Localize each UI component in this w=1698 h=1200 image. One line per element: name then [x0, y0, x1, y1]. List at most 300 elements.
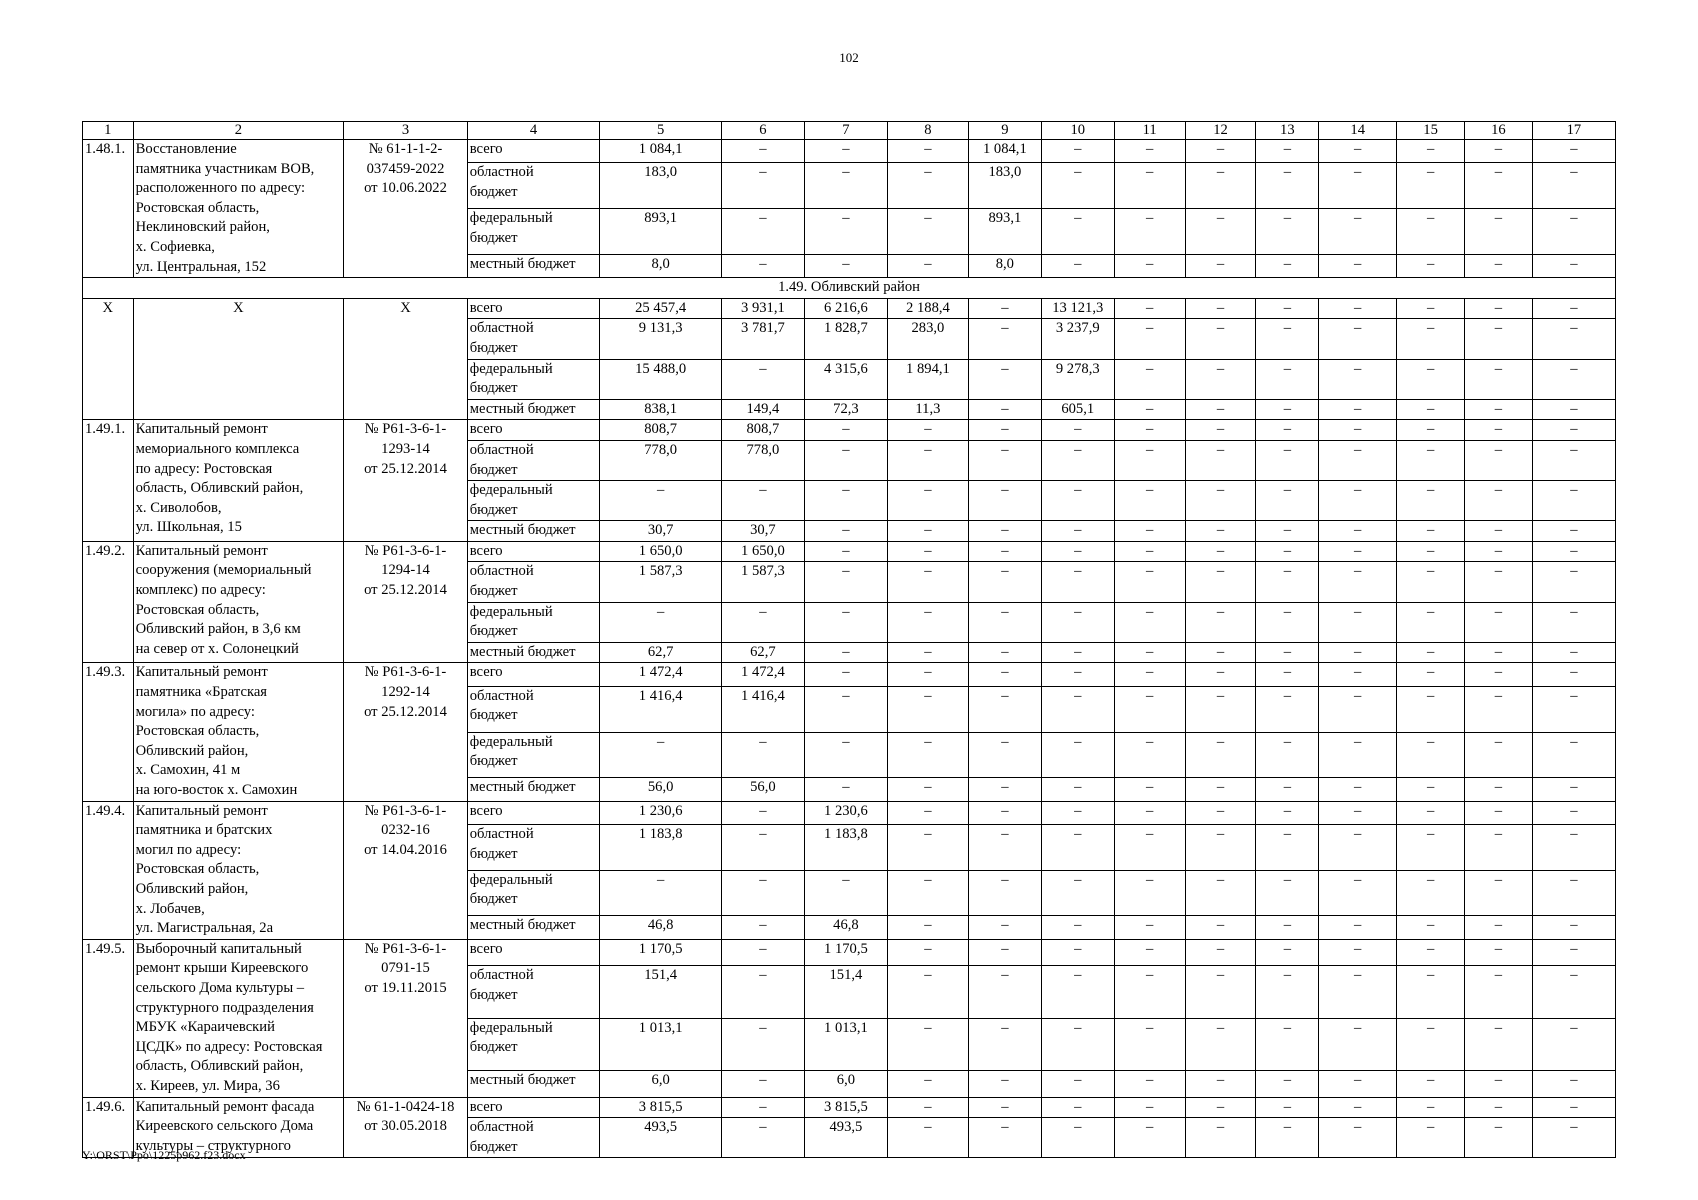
value-cell: – — [1185, 1097, 1256, 1118]
value-cell: – — [1319, 1118, 1397, 1158]
value-cell: – — [1041, 870, 1114, 916]
value-cell: – — [1114, 642, 1185, 663]
value-cell: – — [1185, 440, 1256, 480]
value-cell: – — [721, 1118, 804, 1158]
value-cell: 62,7 — [721, 642, 804, 663]
value-cell: – — [1397, 399, 1465, 420]
value-cell: – — [1319, 298, 1397, 319]
value-cell: – — [1465, 298, 1533, 319]
value-cell: – — [1041, 602, 1114, 642]
value-cell: – — [1319, 870, 1397, 916]
table-row — [83, 298, 1616, 319]
item-number: 1.49.1. — [83, 420, 134, 542]
value-cell: – — [1319, 481, 1397, 521]
value-cell: – — [1532, 209, 1615, 255]
value-cell: – — [887, 420, 968, 441]
value-cell: – — [1114, 686, 1185, 732]
column-header: 10 — [1041, 122, 1114, 140]
object-name: Восстановление памятника участникам ВОВ, расположенного по адресу: Ростовская область, Неклиновский район, х. Софиевка, ул. Центральная, 152 — [133, 140, 344, 278]
value-cell: – — [804, 562, 887, 602]
value-cell: – — [968, 686, 1041, 732]
value-cell: – — [721, 209, 804, 255]
value-cell: 25 457,4 — [600, 298, 722, 319]
object-name: Капитальный ремонт памятника и братских могил по адресу: Ростовская область, Обливский район, х. Лобачев, ул. Магистральная, 2а — [133, 801, 344, 939]
value-cell: 15 488,0 — [600, 359, 722, 399]
value-cell: – — [1465, 642, 1533, 663]
document-number: № Р61-3-6-1- 0232-16 от 14.04.2016 — [344, 801, 468, 939]
item-number: 1.49.5. — [83, 939, 134, 1097]
funding-source: федеральный бюджет — [467, 870, 600, 916]
value-cell: 893,1 — [968, 209, 1041, 255]
value-cell: – — [721, 1070, 804, 1097]
value-cell: – — [1397, 663, 1465, 686]
value-cell: – — [1256, 1097, 1319, 1118]
value-cell: 9 131,3 — [600, 319, 722, 359]
column-header: 8 — [887, 122, 968, 140]
funding-table — [82, 121, 1616, 1158]
value-cell: 6,0 — [600, 1070, 722, 1097]
value-cell: – — [1319, 562, 1397, 602]
value-cell: 1 472,4 — [600, 663, 722, 686]
value-cell: – — [804, 602, 887, 642]
value-cell: – — [968, 420, 1041, 441]
value-cell: 62,7 — [600, 642, 722, 663]
value-cell: – — [968, 870, 1041, 916]
value-cell: – — [887, 778, 968, 801]
value-cell: – — [1465, 541, 1533, 562]
value-cell: – — [721, 732, 804, 778]
funding-source: местный бюджет — [467, 399, 600, 420]
value-cell: – — [1319, 209, 1397, 255]
value-cell: – — [1256, 140, 1319, 163]
value-cell: 1 650,0 — [600, 541, 722, 562]
value-cell: 1 013,1 — [600, 1018, 722, 1070]
value-cell: – — [1041, 916, 1114, 939]
value-cell: – — [1185, 1070, 1256, 1097]
value-cell: – — [1114, 602, 1185, 642]
value-cell: – — [1532, 562, 1615, 602]
value-cell: – — [1114, 440, 1185, 480]
value-cell: – — [1319, 966, 1397, 1018]
value-cell: – — [1465, 1097, 1533, 1118]
object-name: Капитальный ремонт памятника «Братская могила» по адресу: Ростовская область, Обливский район, х. Самохин, 41 м на юго-восток х. Самохин — [133, 663, 344, 801]
value-cell: – — [968, 541, 1041, 562]
value-cell: – — [1041, 1118, 1114, 1158]
value-cell: – — [1532, 642, 1615, 663]
value-cell: – — [1532, 824, 1615, 870]
funding-source: всего — [467, 939, 600, 966]
value-cell: – — [1041, 801, 1114, 824]
value-cell: – — [1256, 440, 1319, 480]
value-cell: – — [1465, 824, 1533, 870]
value-cell: – — [1532, 870, 1615, 916]
value-cell: – — [1114, 663, 1185, 686]
value-cell: – — [1465, 732, 1533, 778]
value-cell: – — [887, 916, 968, 939]
funding-source: местный бюджет — [467, 1070, 600, 1097]
document-number: № Р61-3-6-1- 1293-14 от 25.12.2014 — [344, 420, 468, 542]
document-number: № Р61-3-6-1- 1294-14 от 25.12.2014 — [344, 541, 468, 663]
value-cell: – — [804, 686, 887, 732]
value-cell: – — [1532, 686, 1615, 732]
value-cell: – — [887, 1018, 968, 1070]
value-cell: – — [887, 1097, 968, 1118]
value-cell: – — [1319, 359, 1397, 399]
value-cell: – — [1319, 319, 1397, 359]
item-number: 1.49.3. — [83, 663, 134, 801]
value-cell: – — [1532, 319, 1615, 359]
value-cell: – — [1319, 140, 1397, 163]
column-header: 7 — [804, 122, 887, 140]
value-cell: – — [1319, 521, 1397, 542]
value-cell: – — [1256, 420, 1319, 441]
funding-source: всего — [467, 541, 600, 562]
value-cell: – — [1465, 1118, 1533, 1158]
value-cell: – — [1319, 602, 1397, 642]
value-cell: – — [1041, 562, 1114, 602]
value-cell: – — [1532, 1097, 1615, 1118]
value-cell: – — [968, 399, 1041, 420]
value-cell: – — [1465, 140, 1533, 163]
value-cell: – — [1256, 824, 1319, 870]
value-cell: – — [1532, 916, 1615, 939]
column-header: 3 — [344, 122, 468, 140]
value-cell: – — [887, 801, 968, 824]
value-cell: – — [1319, 801, 1397, 824]
value-cell: – — [887, 541, 968, 562]
value-cell: – — [1185, 399, 1256, 420]
value-cell: – — [1256, 939, 1319, 966]
value-cell: 13 121,3 — [1041, 298, 1114, 319]
value-cell: – — [1319, 440, 1397, 480]
value-cell: – — [804, 663, 887, 686]
value-cell: 1 828,7 — [804, 319, 887, 359]
value-cell: – — [1114, 399, 1185, 420]
value-cell: – — [968, 562, 1041, 602]
value-cell: – — [1397, 359, 1465, 399]
value-cell: – — [1532, 440, 1615, 480]
value-cell: – — [1319, 939, 1397, 966]
value-cell: – — [1114, 732, 1185, 778]
value-cell: – — [1465, 870, 1533, 916]
value-cell: 1 587,3 — [721, 562, 804, 602]
value-cell: – — [1256, 870, 1319, 916]
value-cell: 9 278,3 — [1041, 359, 1114, 399]
value-cell: – — [1185, 642, 1256, 663]
value-cell: – — [1465, 399, 1533, 420]
value-cell: – — [804, 870, 887, 916]
value-cell: – — [1185, 732, 1256, 778]
value-cell: – — [1465, 562, 1533, 602]
value-cell: – — [1114, 824, 1185, 870]
value-cell: – — [1319, 399, 1397, 420]
value-cell: – — [1397, 732, 1465, 778]
document-number: № 61-1-1-2- 037459-2022 от 10.06.2022 — [344, 140, 468, 278]
value-cell: – — [721, 870, 804, 916]
value-cell: – — [1319, 686, 1397, 732]
table-row — [83, 420, 1616, 441]
value-cell: – — [1397, 602, 1465, 642]
value-cell: 8,0 — [600, 254, 722, 277]
item-number: 1.49.6. — [83, 1097, 134, 1158]
value-cell: – — [1256, 732, 1319, 778]
column-header: 12 — [1185, 122, 1256, 140]
value-cell: 3 781,7 — [721, 319, 804, 359]
value-cell: – — [1532, 801, 1615, 824]
funding-source: областной бюджет — [467, 163, 600, 209]
value-cell: – — [968, 801, 1041, 824]
value-cell: – — [1319, 541, 1397, 562]
value-cell: – — [1041, 440, 1114, 480]
value-cell: – — [968, 778, 1041, 801]
value-cell: – — [1114, 481, 1185, 521]
value-cell: – — [1465, 801, 1533, 824]
column-header: 9 — [968, 122, 1041, 140]
value-cell: – — [1256, 916, 1319, 939]
value-cell: – — [1532, 732, 1615, 778]
value-cell: – — [600, 870, 722, 916]
value-cell: – — [1114, 420, 1185, 441]
value-cell: – — [1114, 254, 1185, 277]
value-cell: – — [1114, 1097, 1185, 1118]
value-cell: 72,3 — [804, 399, 887, 420]
value-cell: 4 315,6 — [804, 359, 887, 399]
value-cell: 778,0 — [721, 440, 804, 480]
table-row — [83, 1097, 1616, 1118]
header-row — [83, 122, 1616, 140]
value-cell: – — [1465, 481, 1533, 521]
value-cell: 808,7 — [721, 420, 804, 441]
value-cell: – — [887, 209, 968, 255]
value-cell: – — [1319, 1097, 1397, 1118]
value-cell: 151,4 — [600, 966, 722, 1018]
value-cell: – — [1319, 254, 1397, 277]
value-cell: – — [968, 939, 1041, 966]
funding-source: областной бюджет — [467, 824, 600, 870]
value-cell: – — [804, 420, 887, 441]
value-cell: – — [887, 440, 968, 480]
value-cell: – — [1397, 642, 1465, 663]
table-row — [83, 663, 1616, 686]
value-cell: – — [1532, 420, 1615, 441]
column-header: 1 — [83, 122, 134, 140]
value-cell: 1 650,0 — [721, 541, 804, 562]
column-header: 5 — [600, 122, 722, 140]
value-cell: 151,4 — [804, 966, 887, 1018]
value-cell: 6 216,6 — [804, 298, 887, 319]
page-number: 102 — [839, 50, 859, 65]
value-cell: – — [1114, 1018, 1185, 1070]
value-cell: – — [1041, 642, 1114, 663]
value-cell: – — [1397, 298, 1465, 319]
value-cell: – — [887, 1070, 968, 1097]
value-cell: – — [1465, 254, 1533, 277]
value-cell: – — [1532, 1070, 1615, 1097]
value-cell: – — [1185, 163, 1256, 209]
value-cell: – — [1397, 562, 1465, 602]
value-cell: – — [1256, 298, 1319, 319]
value-cell: – — [1114, 966, 1185, 1018]
value-cell: – — [1532, 254, 1615, 277]
value-cell: – — [1465, 1070, 1533, 1097]
value-cell: – — [721, 824, 804, 870]
value-cell: – — [887, 1118, 968, 1158]
value-cell: 183,0 — [968, 163, 1041, 209]
value-cell: – — [1256, 399, 1319, 420]
value-cell: – — [721, 1018, 804, 1070]
value-cell: – — [1256, 481, 1319, 521]
value-cell: – — [1256, 602, 1319, 642]
value-cell: – — [1532, 541, 1615, 562]
value-cell: – — [887, 939, 968, 966]
value-cell: – — [1114, 939, 1185, 966]
document-number: № Р61-3-6-1- 1292-14 от 25.12.2014 — [344, 663, 468, 801]
value-cell: – — [804, 541, 887, 562]
value-cell: – — [887, 642, 968, 663]
value-cell: 3 815,5 — [600, 1097, 722, 1118]
value-cell: – — [1465, 916, 1533, 939]
value-cell: – — [1532, 663, 1615, 686]
value-cell: – — [1319, 420, 1397, 441]
value-cell: 1 587,3 — [600, 562, 722, 602]
section-title: 1.49. Обливский район — [83, 278, 1616, 299]
value-cell: – — [721, 481, 804, 521]
value-cell: – — [887, 824, 968, 870]
value-cell: – — [600, 602, 722, 642]
value-cell: – — [1532, 140, 1615, 163]
value-cell: – — [1114, 778, 1185, 801]
value-cell: – — [1397, 824, 1465, 870]
value-cell: – — [721, 916, 804, 939]
value-cell: – — [1319, 778, 1397, 801]
funding-source: федеральный бюджет — [467, 732, 600, 778]
value-cell: – — [721, 939, 804, 966]
value-cell: 3 815,5 — [804, 1097, 887, 1118]
value-cell: – — [1185, 870, 1256, 916]
value-cell: – — [1041, 541, 1114, 562]
funding-source: областной бюджет — [467, 440, 600, 480]
value-cell: – — [1397, 481, 1465, 521]
footer-file-path: Y:\ORST\Ppo\1225p962.f23.docx — [82, 1148, 246, 1162]
value-cell: – — [804, 481, 887, 521]
value-cell: – — [887, 140, 968, 163]
value-cell: 1 230,6 — [600, 801, 722, 824]
value-cell: – — [1256, 209, 1319, 255]
value-cell: – — [1319, 642, 1397, 663]
funding-source: местный бюджет — [467, 254, 600, 277]
value-cell: – — [1185, 778, 1256, 801]
value-cell: 808,7 — [600, 420, 722, 441]
value-cell: – — [1114, 163, 1185, 209]
value-cell: 1 416,4 — [600, 686, 722, 732]
value-cell: – — [721, 359, 804, 399]
value-cell: 778,0 — [600, 440, 722, 480]
value-cell: – — [1532, 163, 1615, 209]
value-cell: – — [968, 1070, 1041, 1097]
value-cell: – — [968, 1097, 1041, 1118]
value-cell: – — [804, 440, 887, 480]
value-cell: – — [1041, 420, 1114, 441]
funding-source: всего — [467, 420, 600, 441]
value-cell: – — [1041, 732, 1114, 778]
value-cell: – — [1185, 541, 1256, 562]
value-cell: – — [1319, 732, 1397, 778]
value-cell: 1 084,1 — [968, 140, 1041, 163]
value-cell: – — [1465, 420, 1533, 441]
value-cell: – — [1256, 1118, 1319, 1158]
funding-source: областной бюджет — [467, 1118, 600, 1158]
value-cell: – — [1397, 939, 1465, 966]
funding-source: всего — [467, 298, 600, 319]
value-cell: 30,7 — [600, 521, 722, 542]
value-cell: 183,0 — [600, 163, 722, 209]
value-cell: – — [1185, 939, 1256, 966]
object-name: Х — [133, 298, 344, 420]
value-cell: – — [1185, 298, 1256, 319]
value-cell: – — [1185, 966, 1256, 1018]
value-cell: – — [1256, 562, 1319, 602]
value-cell: – — [968, 481, 1041, 521]
value-cell: – — [1041, 1070, 1114, 1097]
value-cell: – — [1041, 1097, 1114, 1118]
value-cell: – — [1114, 541, 1185, 562]
value-cell: – — [1319, 663, 1397, 686]
value-cell: – — [1041, 663, 1114, 686]
value-cell: – — [1532, 1018, 1615, 1070]
column-header: 16 — [1465, 122, 1533, 140]
value-cell: 1 183,8 — [600, 824, 722, 870]
column-header: 14 — [1319, 122, 1397, 140]
value-cell: – — [1465, 663, 1533, 686]
value-cell: – — [1397, 1018, 1465, 1070]
value-cell: – — [1397, 916, 1465, 939]
value-cell: – — [600, 481, 722, 521]
value-cell: – — [968, 602, 1041, 642]
value-cell: – — [1256, 521, 1319, 542]
value-cell: – — [1114, 521, 1185, 542]
value-cell: – — [721, 602, 804, 642]
value-cell: – — [1532, 939, 1615, 966]
funding-source: федеральный бюджет — [467, 359, 600, 399]
value-cell: – — [968, 663, 1041, 686]
value-cell: – — [1532, 602, 1615, 642]
funding-source: федеральный бюджет — [467, 1018, 600, 1070]
value-cell: – — [804, 521, 887, 542]
value-cell: – — [1256, 1070, 1319, 1097]
value-cell: – — [1256, 642, 1319, 663]
funding-source: местный бюджет — [467, 642, 600, 663]
value-cell: – — [1465, 939, 1533, 966]
value-cell: – — [1465, 209, 1533, 255]
value-cell: – — [1041, 163, 1114, 209]
value-cell: 1 230,6 — [804, 801, 887, 824]
funding-source: федеральный бюджет — [467, 481, 600, 521]
value-cell: – — [1532, 481, 1615, 521]
value-cell: 605,1 — [1041, 399, 1114, 420]
value-cell: – — [1185, 521, 1256, 542]
value-cell: – — [1397, 870, 1465, 916]
value-cell: – — [968, 359, 1041, 399]
value-cell: – — [1256, 254, 1319, 277]
value-cell: – — [968, 319, 1041, 359]
value-cell: – — [1465, 163, 1533, 209]
value-cell: – — [1185, 254, 1256, 277]
value-cell: – — [1041, 140, 1114, 163]
value-cell: – — [1185, 801, 1256, 824]
value-cell: – — [1256, 541, 1319, 562]
value-cell: – — [1185, 359, 1256, 399]
value-cell: – — [1397, 140, 1465, 163]
